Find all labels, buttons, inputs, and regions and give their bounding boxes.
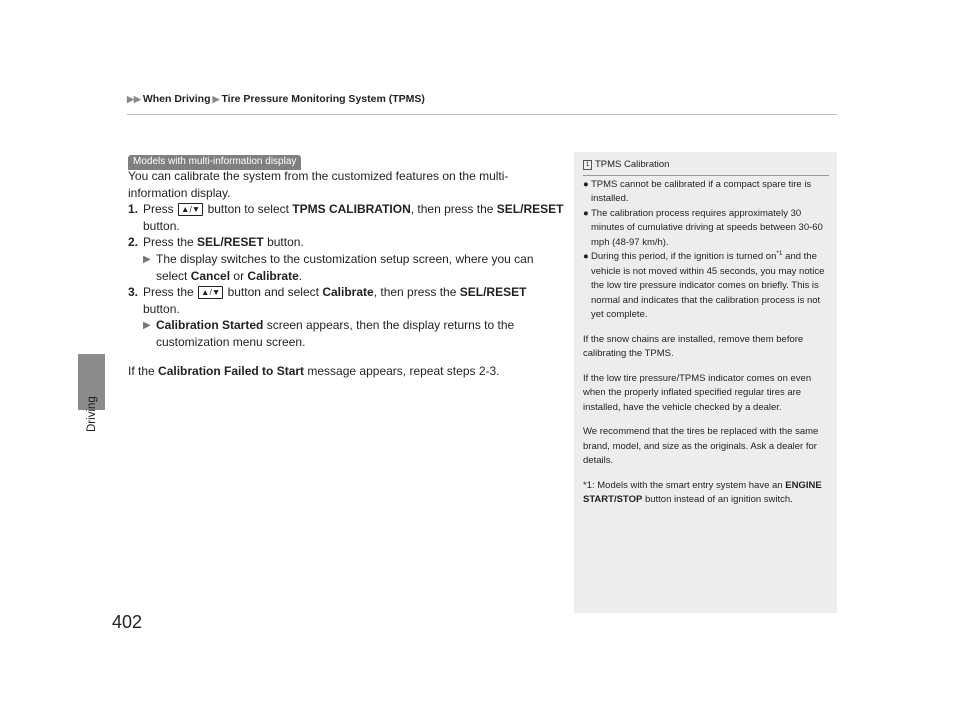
button-name: SEL/RESET [459, 285, 527, 300]
button-name: ENGINE START/STOP [583, 479, 822, 505]
button-name: SEL/RESET [496, 202, 564, 217]
sidebar-title-divider [583, 175, 829, 176]
breadcrumb-topic[interactable]: Tire Pressure Monitoring System (TPMS) [221, 93, 425, 105]
bullet-icon: ● [583, 251, 589, 262]
sidebar-bullet: ● TPMS cannot be calibrated if a compact spare tire is installed. [583, 178, 812, 204]
failure-note: If the Calibration Failed to Start message appears, repeat steps 2-3. [128, 363, 500, 378]
result-arrow-icon: ▶ [143, 320, 151, 332]
breadcrumb [127, 93, 425, 105]
sidebar-paragraph: If the snow chains are installed, remove them before calibrating the TPMS. [583, 333, 804, 359]
footnote-ref: *1 [776, 249, 783, 257]
reference-icon: 1 [583, 160, 592, 170]
sidebar-bullet: ● During this period, if the ignition is turned $on^{*1}$ and the vehicle is not moved within 45 seconds, you may notice the low tire pressure indicator comes on briefly. This is normal and indicates that the calibration process is not yet complete. [583, 249, 825, 320]
sidebar-content [583, 158, 829, 508]
step-1: 1. Press ▲/▼ button to select TPMS CALIBRATION, then press the SEL/RESET button. [128, 202, 564, 233]
step-2-result: ▶ The display switches to the customization setup screen, where you can select Cancel or Calibrate. [143, 251, 534, 283]
up-down-button-icon: ▲/▼ [178, 203, 203, 216]
footnote: *1: Models with the smart entry system have an ENGINE START/STOP button instead of an ignition switch. [583, 479, 822, 505]
option-calibrate: Calibrate [322, 285, 374, 300]
header-divider [127, 114, 837, 115]
result-arrow-icon: ▶ [143, 253, 151, 265]
step-number: 2. [128, 235, 139, 250]
bullet-icon: ● [583, 207, 589, 219]
step-number: 1. [128, 202, 139, 217]
breadcrumb-arrow-icon: ▶ [212, 93, 220, 104]
screen-name: Calibration Started [156, 318, 264, 333]
sidebar-paragraph: We recommend that the tires be replaced with the same brand, model, and size as the originals. Ask a dealer for details. [583, 426, 819, 466]
step-number: 3. [128, 285, 139, 300]
sidebar-title: 1 TPMS Calibration [583, 158, 829, 173]
breadcrumb-arrow-icon: ▶▶ [127, 93, 141, 104]
step-3: 3. Press the ▲/▼ button and select Calibrate, then press the SEL/RESET button. [128, 285, 527, 316]
step-2: 2. Press the SEL/RESET button. [128, 235, 304, 250]
bullet-icon: ● [583, 178, 589, 190]
page-number: 402 [112, 612, 143, 632]
button-name: SEL/RESET [197, 235, 264, 250]
option-calibrate: Calibrate [247, 268, 299, 283]
sidebar-bullet: ● The calibration process requires approximately 30 minutes of cumulative driving at speeds between 30-60 mph (48-97 km/h). [583, 207, 823, 248]
option-cancel: Cancel [190, 268, 231, 283]
intro-text: You can calibrate the system from the customized features on the multi-information display. [128, 169, 509, 200]
chapter-tab-label: Driving [86, 396, 98, 432]
main-content [128, 168, 565, 379]
breadcrumb-section[interactable]: When Driving [142, 93, 211, 105]
sidebar-paragraph: If the low tire pressure/TPMS indicator comes on even when the properly inflated specified regular tires are installed, have the vehicle checked by a dealer. [583, 372, 812, 413]
up-down-button-icon: ▲/▼ [198, 286, 223, 299]
menu-item-name: TPMS CALIBRATION [292, 202, 411, 217]
step-3-result: ▶ Calibration Started screen appears, then the display returns to the customization menu screen. [143, 318, 515, 349]
message-name: Calibration Failed to Start [158, 363, 305, 378]
model-tag: Models with multi-information display [128, 155, 301, 170]
